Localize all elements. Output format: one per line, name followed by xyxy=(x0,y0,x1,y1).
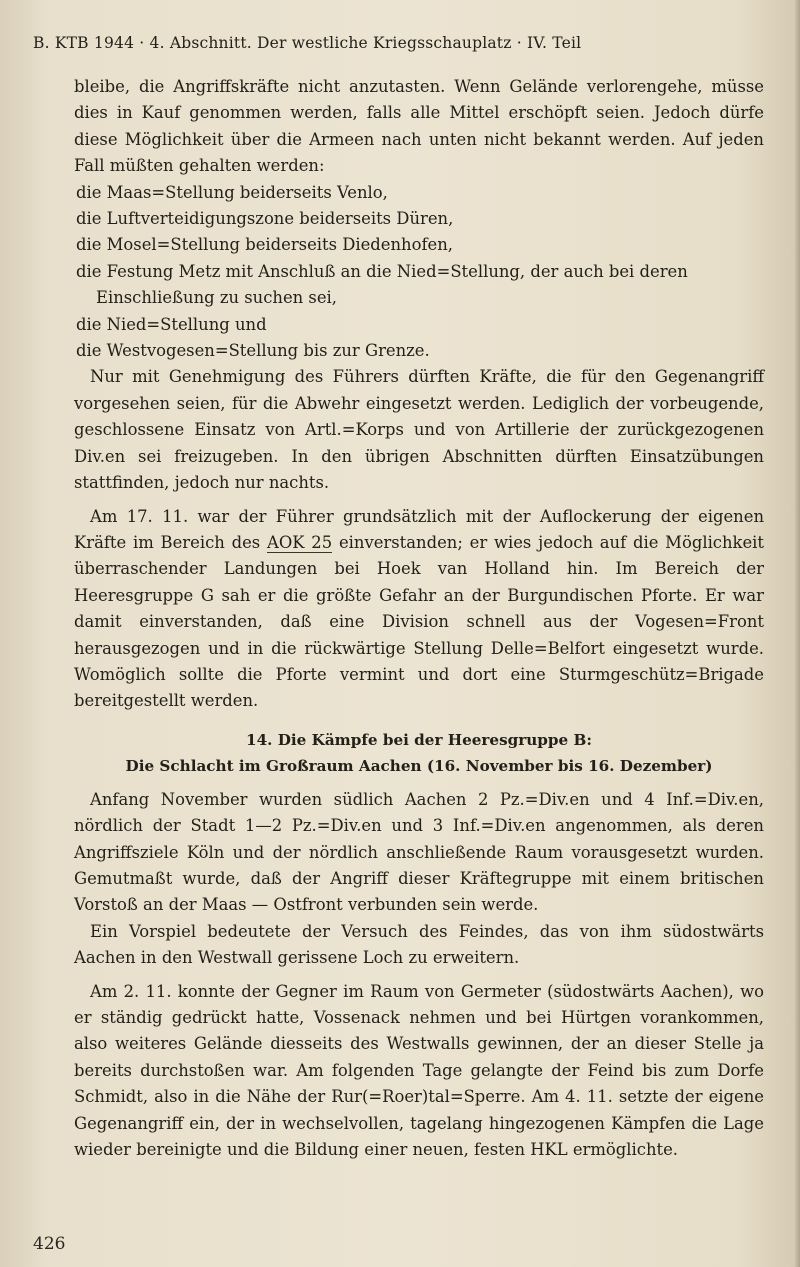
running-header: B. KTB 1944 · 4. Abschnitt. Der westliche Kriegsschauplatz · IV. Teil xyxy=(33,34,582,52)
paragraph-5: Ein Vorspiel bedeutete der Versuch des Feindes, das von ihm südostwärts Aachen in den Westwall gerissene Loch zu erweitern. xyxy=(74,921,764,968)
position-list xyxy=(74,180,764,365)
section-heading xyxy=(74,727,764,779)
list-item: die Maas=Stellung beiderseits Venlo, xyxy=(76,182,388,202)
section-title-line-2: Die Schlacht im Großraum Aachen (16. November bis 16. Dezember) xyxy=(125,756,713,775)
list-item-continuation: Einschließung zu suchen sei, xyxy=(96,288,337,308)
paragraph-4: Anfang November wurden südlich Aachen 2 Pz.=Div.en und 4 Inf.=Div.en, nördlich der Stadt 1—2 Pz.=Div.en und 3 Inf.=Div.en angenommen, als deren Angriffsziele Köln und der nördlich anschließende Raum vorausgesetzt wurden. Gemutmaßt wurde, daß der Angriff dieser Kräftegruppe mit einem britischen Vorstoß an der Maas — Ostfront verbunden sein werde. xyxy=(74,789,764,915)
list-item-text: die Festung Metz mit Anschluß an die Nied=Stellung, der auch bei deren xyxy=(76,261,688,281)
page-number: 426 xyxy=(33,1234,66,1254)
list-item: die Westvogesen=Stellung bis zur Grenze. xyxy=(76,341,430,361)
section-title-line-1: 14. Die Kämpfe bei der Heeresgruppe B: xyxy=(246,730,592,749)
list-item: die Mosel=Stellung beiderseits Diedenhofen, xyxy=(76,235,454,255)
paragraph-3 xyxy=(74,504,764,715)
paragraph-3-end: einverstanden; er wies jedoch auf die Möglichkeit überraschender Landungen bei Hoek van Holland hin. Im Bereich der Heeresgruppe G sah er die größte Gefahr an der Burgundischen Pforte. Er war damit einverstanden, daß eine Division schnell aus der Vogesen=Front herausgezogen und in die rückwärtige Stellung Delle=Belfort eingesetzt wurde. Womöglich sollte die Pforte vermint und dort eine Sturmgeschütz=Brigade bereitgestellt werden. xyxy=(74,532,765,711)
paragraph-1: bleibe, die Angriffskräfte nicht anzutasten. Wenn Gelände verlorengehe, müsse dies in Kauf genommen werden, falls alle Mittel erschöpft seien. Jedoch dürfe diese Möglichkeit über die Armeen nach unten nicht bekannt werden. Auf jeden Fall müßten gehalten werden: xyxy=(74,77,764,176)
page-body xyxy=(74,74,764,1163)
list-item xyxy=(74,259,764,312)
paragraph-6: Am 2. 11. konnte der Gegner im Raum von Germeter (südostwärts Aachen), wo er ständig gedrückt hatte, Vossenack nehmen und bei Hürtgen vorankommen, also weiteres Gelände diesseits des Westwalls gewinnen, der an dieser Stelle ja bereits durchstoßen war. Am folgenden Tage gelangte der Feind bis zum Dorfe Schmidt, also in die Nähe der Rur(=Roer)tal=Sperre. Am 4. 11. setzte der eigene Gegenangriff ein, der in wechselvollen, tagelang hingezogenen Kämpfen die Lage wieder bereinigte und die Bildung einer neuen, festen HKL ermöglichte. xyxy=(74,981,764,1160)
page-edge-shadow xyxy=(794,0,800,1267)
list-item: die Nied=Stellung und xyxy=(76,314,267,334)
list-item: die Luftverteidigungszone beiderseits Düren, xyxy=(76,209,454,229)
paragraph-2: Nur mit Genehmigung des Führers dürften Kräfte, die für den Gegenangriff vorgesehen seien, für die Abwehr eingesetzt werden. Lediglich der vorbeugende, geschlossene Einsatz von Artl.=Korps und von Artillerie der zurückgezogenen Div.en sei freizugeben. In den übrigen Abschnitten dürften Einsatzübungen stattfinden, jedoch nur nachts. xyxy=(74,367,764,493)
underlined-aok: AOK 25 xyxy=(267,532,333,552)
paragraph-3-start: Am 17. 11. war der Führer grundsätzlich mit der Auflockerung der eigenen Kräfte im Bereich des xyxy=(74,506,764,552)
